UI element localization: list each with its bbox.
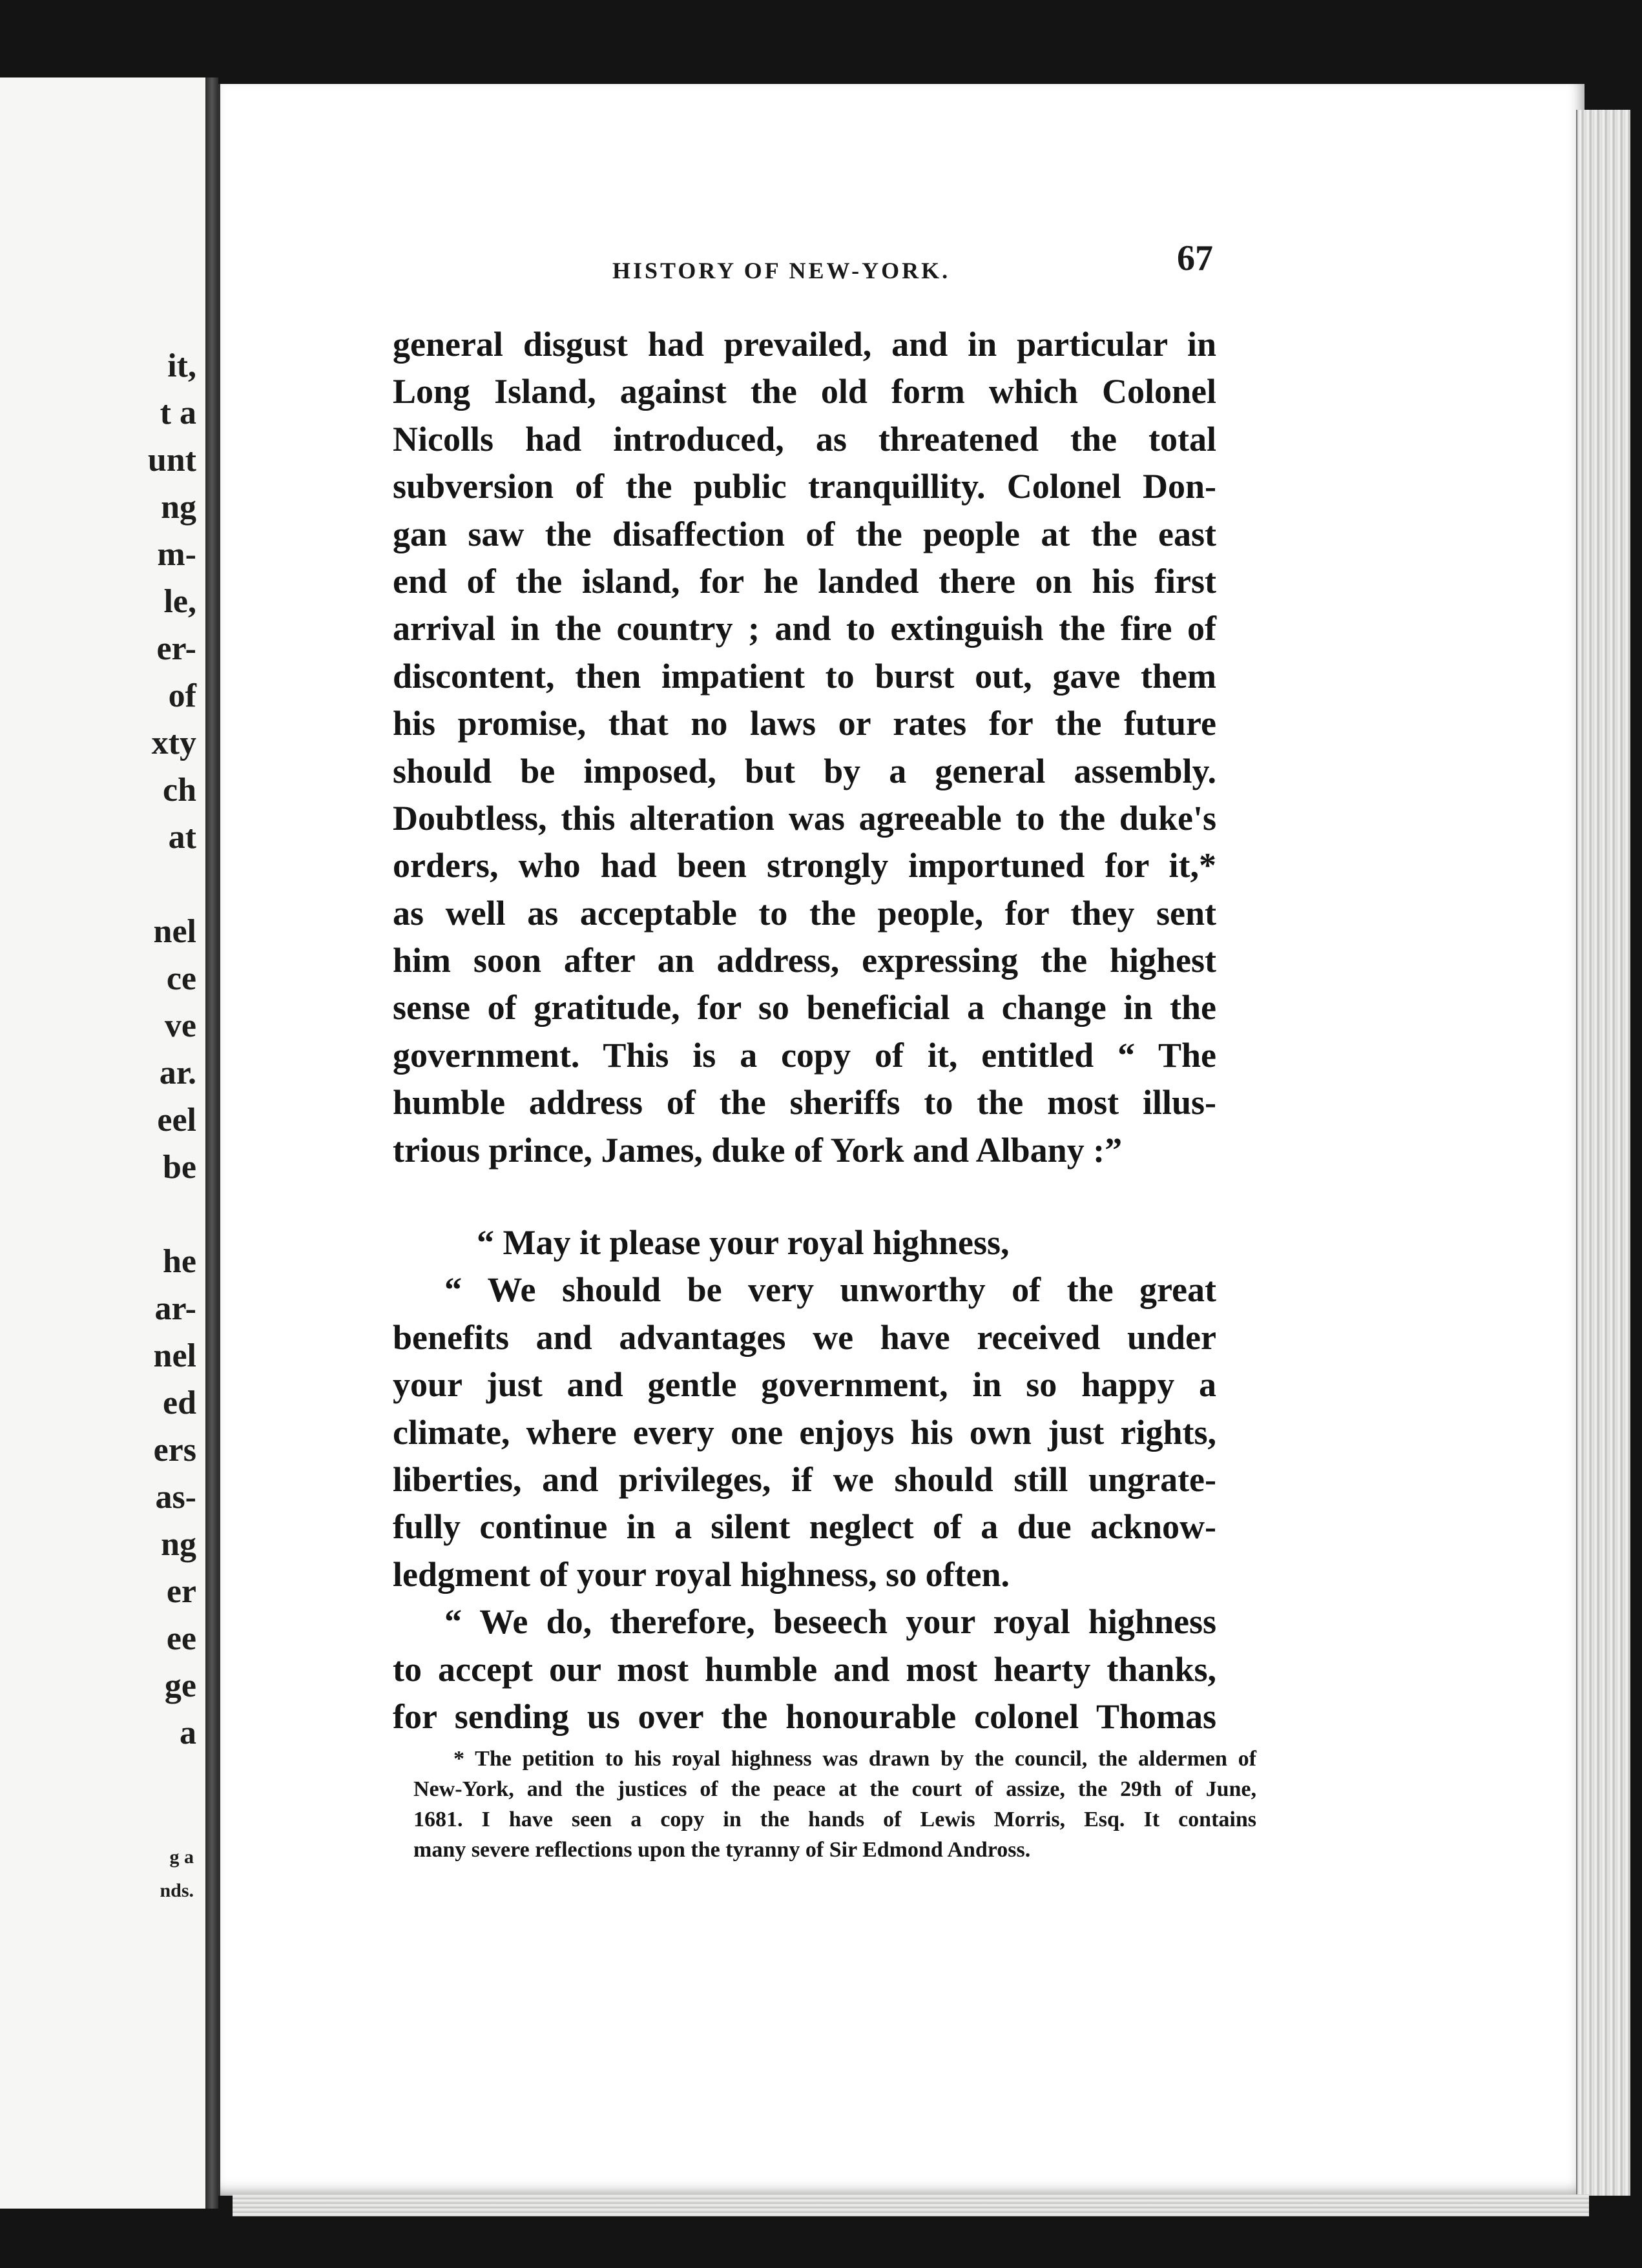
text-line: end of the island, for he landed there on his first bbox=[393, 561, 1216, 601]
left-fragment: le, bbox=[163, 583, 196, 620]
left-fragment bbox=[148, 1191, 196, 1238]
paragraph-gap bbox=[393, 1174, 1216, 1219]
address-line: “ We should be very unworthy of the great bbox=[444, 1270, 1216, 1310]
left-fragment: he bbox=[163, 1243, 196, 1280]
left-fragment: a bbox=[180, 1715, 196, 1751]
left-fragment: unt bbox=[147, 442, 196, 479]
footnote-line: 1681. I have seen a copy in the hands of Lewis Morris, Esq. It contains bbox=[413, 1808, 1256, 1831]
left-fragment: ng bbox=[161, 489, 196, 526]
left-note-fragment: g a bbox=[169, 1846, 194, 1868]
text-line: arrival in the country ; and to extinguish the fire of bbox=[393, 609, 1216, 648]
page-number: 67 bbox=[1177, 238, 1213, 278]
left-fragment: ed bbox=[163, 1385, 196, 1421]
left-fragment: ers bbox=[153, 1432, 196, 1469]
address-line: climate, where every one enjoys his own just rights, bbox=[393, 1412, 1216, 1452]
running-header-title: HISTORY OF NEW-YORK. bbox=[612, 258, 951, 284]
footnote-line: New-York, and the justices of the peace at the court of assize, the 29th of June, bbox=[413, 1777, 1256, 1801]
address-line: your just and gentle government, in so happy a bbox=[393, 1365, 1216, 1405]
left-fragment: m- bbox=[157, 536, 196, 573]
address-line: to accept our most humble and most hearty thanks, bbox=[393, 1649, 1216, 1689]
left-fragment: er- bbox=[156, 630, 196, 667]
page-edges-bottom bbox=[233, 2194, 1589, 2216]
left-fragment: ng bbox=[161, 1526, 196, 1563]
text-line: Long Island, against the old form which Colonel bbox=[393, 372, 1216, 411]
address-line: liberties, and privileges, if we should still ungrate- bbox=[393, 1459, 1216, 1499]
left-fragment: nel bbox=[153, 913, 196, 950]
left-fragment: ve bbox=[164, 1007, 196, 1044]
left-note-fragment: nds. bbox=[160, 1880, 194, 1901]
left-page-line-fragments bbox=[148, 342, 196, 1757]
left-fragment: at bbox=[168, 819, 196, 856]
book-gutter bbox=[205, 77, 218, 2209]
left-fragment: ch bbox=[163, 772, 196, 809]
text-line: Doubtless, this alteration was agreeable to the duke's bbox=[393, 798, 1216, 838]
text-line: orders, who had been strongly importuned for it,* bbox=[393, 846, 1216, 885]
facing-page-left bbox=[0, 77, 209, 2209]
text-line: sense of gratitude, for so beneficial a change in the bbox=[393, 988, 1216, 1027]
left-fragment: as- bbox=[155, 1479, 196, 1516]
left-fragment: t a bbox=[160, 395, 196, 431]
left-fragment: it, bbox=[167, 347, 196, 384]
left-fragment: ee bbox=[166, 1620, 196, 1657]
text-line: discontent, then impatient to burst out, gave them bbox=[393, 656, 1216, 696]
text-line: government. This is a copy of it, entitled “ The bbox=[393, 1035, 1216, 1075]
address-salutation: “ May it please your royal highness, bbox=[477, 1223, 1010, 1263]
left-fragment: ar- bbox=[154, 1290, 196, 1327]
left-fragment: nel bbox=[153, 1337, 196, 1374]
footnote-line: many severe reflections upon the tyranny of Sir Edmond Andross. bbox=[413, 1838, 1031, 1862]
footnote bbox=[413, 1744, 1256, 1865]
left-fragment: xty bbox=[151, 725, 196, 761]
page-edges-right bbox=[1576, 110, 1630, 2196]
body-text bbox=[393, 321, 1216, 1740]
left-fragment: ce bbox=[166, 960, 196, 997]
address-line: benefits and advantages we have received under bbox=[393, 1317, 1216, 1357]
text-line: subversion of the public tranquillity. Colonel Don- bbox=[393, 467, 1216, 506]
address-line: fully continue in a silent neglect of a due acknow- bbox=[393, 1507, 1216, 1547]
left-fragment: be bbox=[163, 1149, 196, 1186]
left-fragment: ge bbox=[164, 1667, 196, 1704]
text-line: Nicolls had introduced, as threatened the total bbox=[393, 419, 1216, 459]
address-line: “ We do, therefore, beseech your royal highness bbox=[444, 1602, 1216, 1642]
left-fragment: of bbox=[168, 677, 196, 714]
text-line: his promise, that no laws or rates for the future bbox=[393, 704, 1216, 743]
left-fragment: er bbox=[166, 1573, 196, 1610]
left-fragment bbox=[148, 861, 196, 908]
text-line: should be imposed, but by a general assembly. bbox=[393, 751, 1216, 790]
left-fragment: ar. bbox=[159, 1055, 196, 1091]
text-line: gan saw the disaffection of the people at the east bbox=[393, 514, 1216, 553]
text-line: humble address of the sheriffs to the most illus- bbox=[393, 1083, 1216, 1122]
address-line: ledgment of your royal highness, so often. bbox=[393, 1554, 1010, 1594]
text-line: trious prince, James, duke of York and Albany :” bbox=[393, 1130, 1123, 1170]
footnote-line: * The petition to his royal highness was drawn by the council, the aldermen of bbox=[453, 1747, 1256, 1771]
text-line: as well as acceptable to the people, for they sent bbox=[393, 893, 1216, 933]
left-page-footnote-fragments bbox=[160, 1840, 194, 1908]
text-line: general disgust had prevailed, and in particular in bbox=[393, 325, 1216, 364]
text-line: him soon after an address, expressing the highest bbox=[393, 941, 1216, 980]
left-fragment: eel bbox=[157, 1102, 196, 1139]
address-line: for sending us over the honourable colonel Thomas bbox=[393, 1696, 1216, 1736]
